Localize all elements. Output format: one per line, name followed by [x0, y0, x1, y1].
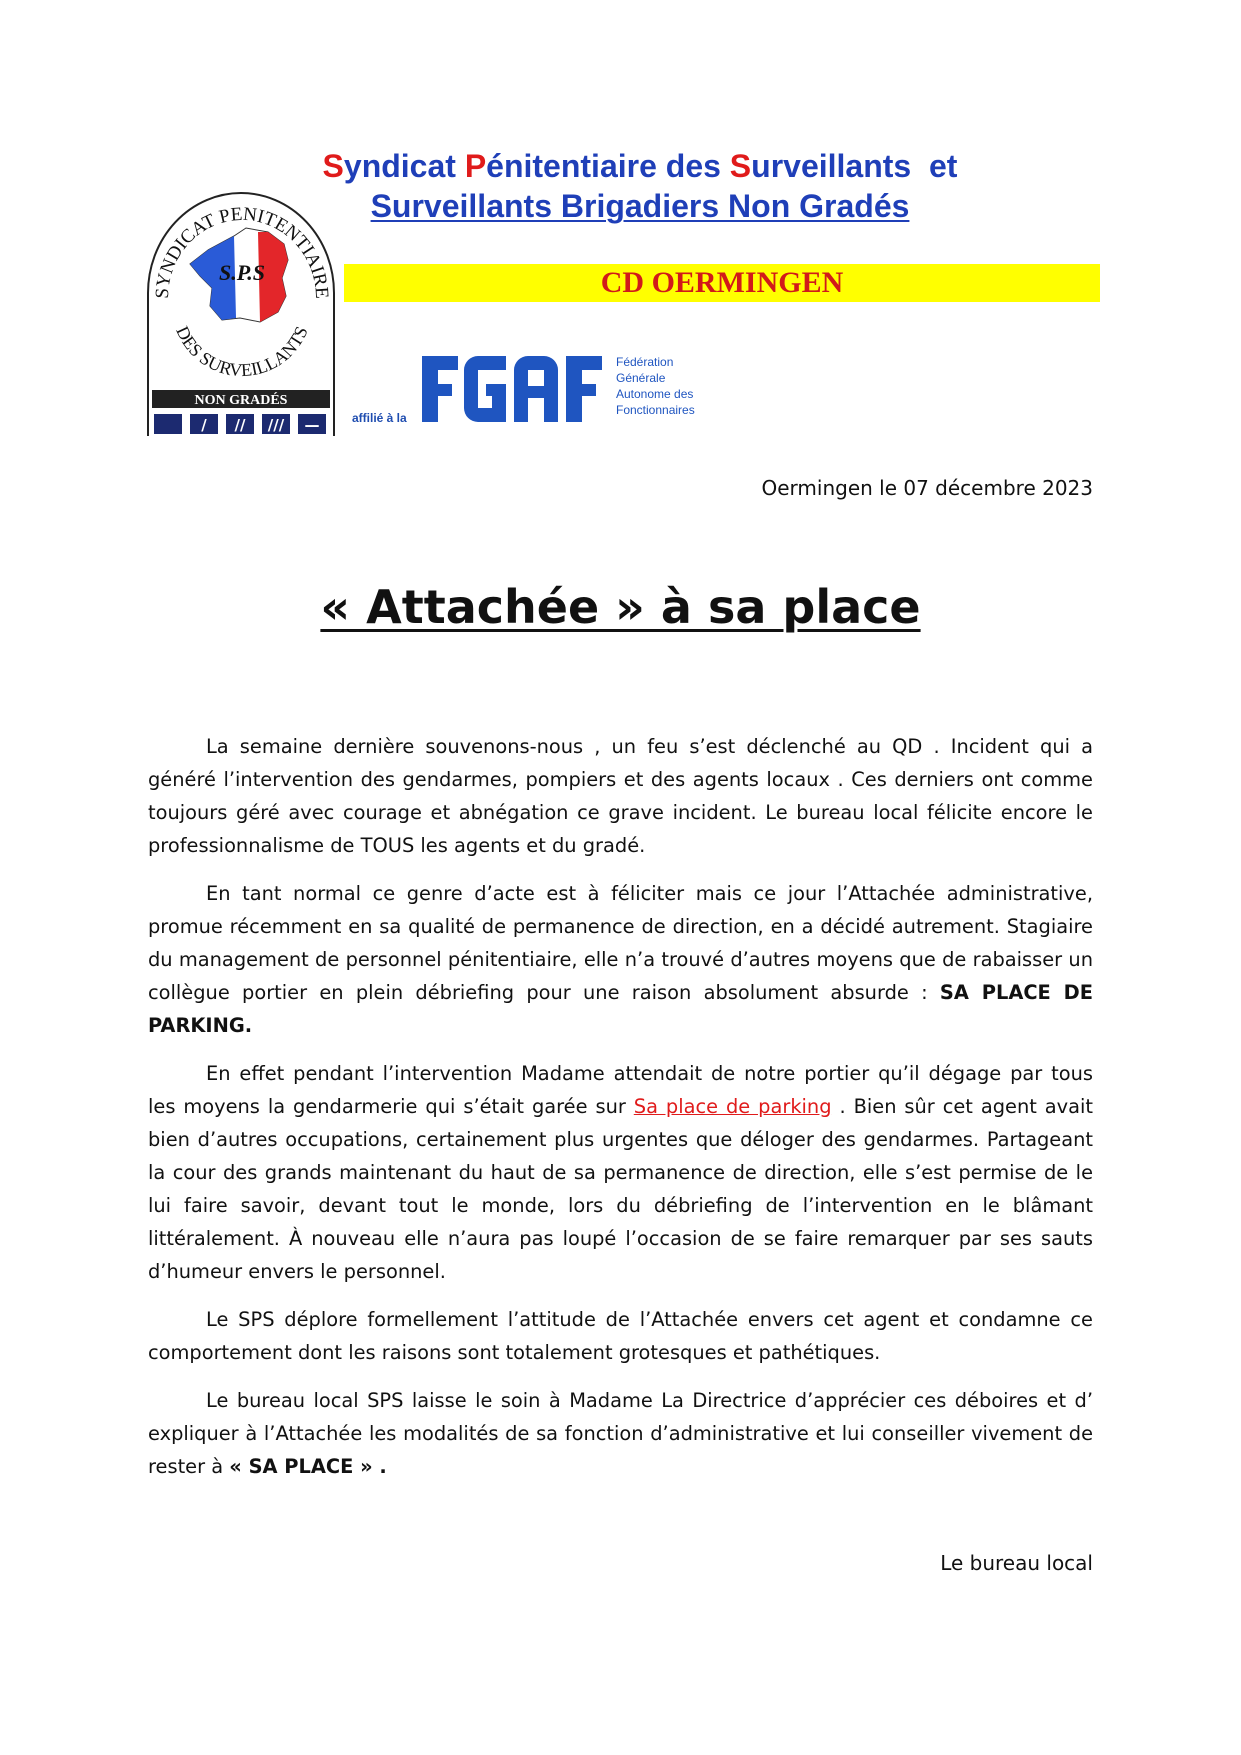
title-initial: S: [729, 148, 752, 184]
signature: Le bureau local: [940, 1551, 1093, 1575]
union-title-line2: Surveillants Brigadiers Non Gradés: [370, 188, 910, 224]
affiliation-prefix: affilié à la: [352, 411, 407, 425]
rank-chevrons: [154, 414, 326, 434]
union-title-line1: [150, 150, 1130, 182]
logo-arc-bottom: DES SURVEILLANTS: [172, 323, 312, 381]
fgaf-letters-icon: [422, 356, 602, 422]
parking-link[interactable]: Sa place de parking: [633, 1095, 832, 1118]
fgaf-name-line: Fonctionnaires: [616, 403, 695, 417]
document-title: « Attachée » à sa place: [320, 580, 921, 634]
establishment-banner: [344, 264, 1100, 302]
title-initial: P: [464, 148, 487, 184]
fgaf-name-line: Autonome des: [616, 387, 694, 401]
document-body: [148, 730, 1093, 1498]
fgaf-name-line: Fédération: [616, 355, 674, 369]
logo-band-text: NON GRADÉS: [194, 393, 288, 408]
letter-date: Oermingen le 07 décembre 2023: [761, 476, 1093, 500]
chevron-box: [154, 414, 182, 434]
paragraph-5: Le bureau local SPS laisse le soin à Madame La Directrice d’apprécier ces déboires et d’ expliquer à l’Attachée les modalités de sa fonction d’administrative et lui conseiller vivement de rester à « SA PLACE » .: [148, 1389, 1093, 1478]
logo-arc-top: SYNDICAT PENITENTIAIRE: [151, 203, 333, 300]
paragraph-3: En effet pendant l’intervention Madame attendait de notre portier qu’il dégage par tous les moyens la gendarmerie qui s’était garée sur Sa place de parking . Bien sûr cet agent avait bien d’autres occupations, certainement plus urgentes que déloger des gendarmes. Partageant la cour des grands maintenant du haut de sa permanence de direction, elle s’est permise de le lui faire savoir, devant tout le monde, lors du débriefing de l’intervention en le blâmant littéralement. À nouveau elle n’aura pas loupé l’occasion de se faire remarquer par ses sauts d’humeur envers le personnel.: [148, 1062, 1094, 1283]
sa-place-emphasis: « SA PLACE » .: [229, 1455, 387, 1478]
establishment-name: CD OERMINGEN: [600, 266, 844, 299]
fgaf-name-line: Générale: [616, 371, 666, 385]
title-segment: énitentiaire des: [486, 148, 730, 184]
fgaf-logo: [420, 352, 695, 426]
title-segment: yndicat: [343, 148, 465, 184]
chevron-mark: ///: [267, 416, 285, 434]
logo-center-text: S.P.S: [218, 260, 266, 285]
chevron-mark: —: [304, 416, 320, 434]
paragraph-2: En tant normal ce genre d’acte est à féliciter mais ce jour l’Attachée administrative, promue récemment en sa qualité de permanence de direction, en a décidé autrement. Stagiaire du management de personnel pénitentiaire, elle n’a trouvé d’autres moyens que de rabaisser un collègue portier en plein débriefing pour une raison absolument absurde : SA PLACE DE PARKING.: [148, 882, 1094, 1037]
chevron-mark: //: [234, 416, 246, 434]
sps-logo: [146, 188, 336, 436]
title-segment: urveillants et: [751, 148, 958, 184]
parking-emphasis: SA PLACE DE PARKING.: [148, 981, 1094, 1037]
title-initial: S: [322, 148, 344, 184]
chevron-mark: /: [201, 416, 207, 434]
paragraph-1: La semaine dernière souvenons-nous , un feu s’est déclenché au QD . Incident qui a généré l’intervention des gendarmes, pompiers et des agents locaux . Ces derniers ont comme toujours géré avec courage et abnégation ce grave incident. Le bureau local félicite encore le professionnalisme de TOUS les agents et du gradé.: [148, 735, 1093, 857]
paragraph-4: Le SPS déplore formellement l’attitude de l’Attachée envers cet agent et condamne ce comportement dont les raisons sont totalement grotesques et pathétiques.: [148, 1308, 1093, 1364]
